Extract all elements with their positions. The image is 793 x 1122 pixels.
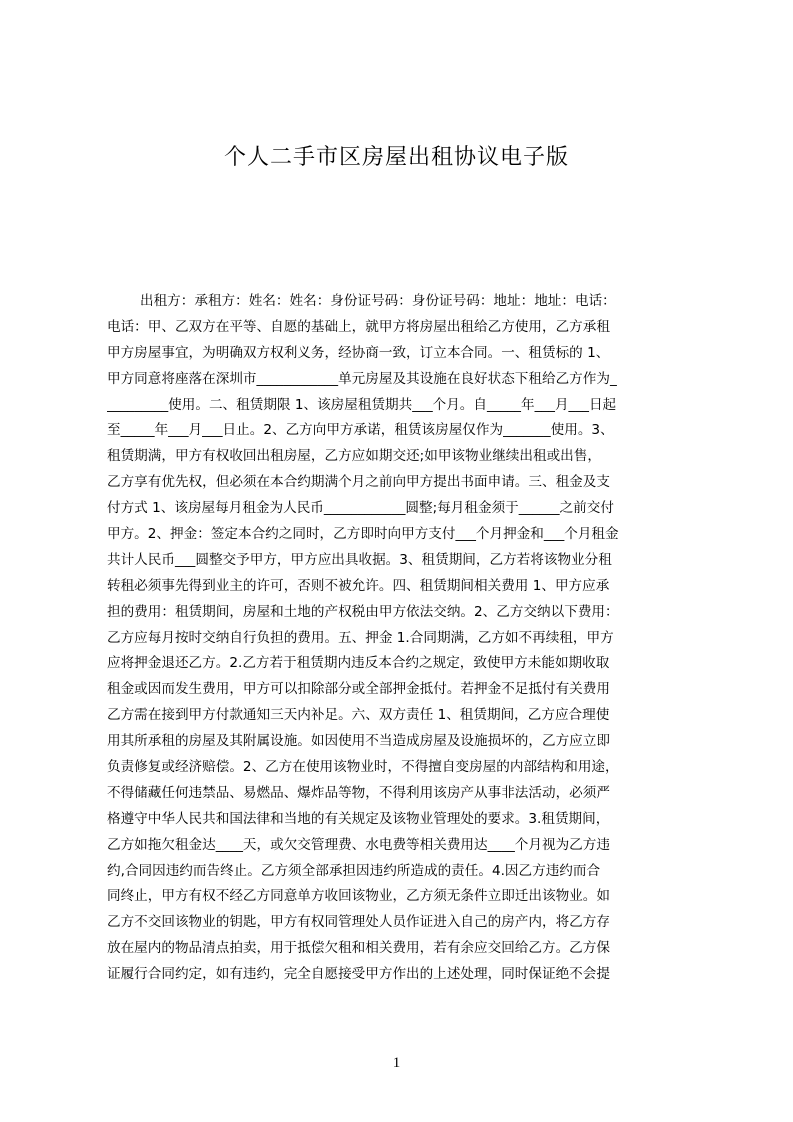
body-line: 证履行合同约定，如有违约，完全自愿接受甲方作出的上述处理，同时保证绝不会提 [107, 966, 610, 983]
page-number: 1 [392, 1055, 401, 1071]
body-line: 甲方房屋事宜，为明确双方权利义务，经协商一致，订立本合同。一、租赁标的 1、 [107, 344, 610, 361]
body-line: 放在屋内的物品清点拍卖，用于抵偿欠租和相关费用，若有余应交回给乙方。乙方保 [107, 940, 610, 957]
body-line: 租赁期满，甲方有权收回出租房屋，乙方应如期交还;如甲该物业继续出租或出售， [107, 448, 601, 465]
body-line: 不得储藏任何违禁品、易燃品、爆炸品等物，不得利用该房产从事非法活动，必须严 [107, 784, 610, 801]
body-line: 付方式 1、该房屋每月租金为人民币____________圆整;每月租金须于______之前交付 [107, 500, 614, 517]
body-line: 乙方应每月按时交纳自行负担的费用。五、押金 1.合同期满，乙方如不再续租，甲方 [107, 629, 614, 646]
body-line: 乙方享有优先权，但必须在本合约期满个月之前向甲方提出书面申请。三、租金及支 [107, 474, 610, 491]
body-line: 共计人民币___圆整交予甲方，甲方应出具收据。3、租赁期间，乙方若将该物业分租 [107, 551, 612, 568]
body-line: 出租方：承租方：姓名：姓名：身份证号码：身份证号码：地址：地址：电话： [140, 293, 616, 309]
body-line: _________使用。二、租赁期限 1、该房屋租赁期共___个月。自_____年___月___日起 [107, 396, 617, 413]
body-line: 租金或因而发生费用，甲方可以扣除部分或全部押金抵付。若押金不足抵付有关费用 [107, 681, 610, 698]
document-title: 个人二手市区房屋出租协议电子版 [223, 145, 569, 170]
body-line: 电话：甲、乙双方在平等、自愿的基础上，就甲方将房屋出租给乙方使用，乙方承租 [107, 318, 610, 335]
body-line: 约,合同因违约而告终止。乙方须全部承担因违约所造成的责任。4.因乙方违约而合 [107, 862, 601, 879]
body-line: 至_____年___月___日止。2、乙方向甲方承诺，租赁该房屋仅作为_______使用。3、 [107, 422, 614, 439]
body-line: 担的费用：租赁期间，房屋和土地的产权税由甲方依法交纳。2、乙方交纳以下费用： [107, 603, 619, 620]
document-body [107, 289, 697, 1029]
body-line: 用其所承租的房屋及其附属设施。如因使用不当造成房屋及设施损坏的，乙方应立即 [107, 733, 610, 750]
body-line: 乙方如拖欠租金达____天，或欠交管理费、水电费等相关费用达____个月视为乙方违 [107, 836, 610, 853]
body-line: 乙方需在接到甲方付款通知三天内补足。六、双方责任 1、租赁期间，乙方应合理使 [107, 707, 610, 724]
body-line: 同终止，甲方有权不经乙方同意单方收回该物业，乙方须无条件立即迁出该物业。如 [107, 888, 610, 905]
body-line: 乙方不交回该物业的钥匙，甲方有权同管理处人员作证进入自己的房产内，将乙方存 [107, 914, 610, 931]
body-line: 甲方。2、押金：签定本合约之同时，乙方即时向甲方支付___个月押金和___个月租金 [107, 526, 619, 543]
body-line: 转租必须事先得到业主的许可，否则不被允许。四、租赁期间相关费用 1、甲方应承 [107, 577, 610, 594]
body-line: 负责修复或经济赔偿。2、乙方在使用该物业时，不得擅自变房屋的内部结构和用途， [107, 759, 619, 776]
body-line: 应将押金退还乙方。2.乙方若于租赁期内违反本合约之规定，致使甲方未能如期收取 [107, 655, 610, 672]
body-line: 格遵守中华人民共和国法律和当地的有关规定及该物业管理处的要求。3.租赁期间， [107, 810, 610, 827]
body-line: 甲方同意将座落在深圳市____________单元房屋及其设施在良好状态下租给乙方作为_ [107, 370, 617, 387]
